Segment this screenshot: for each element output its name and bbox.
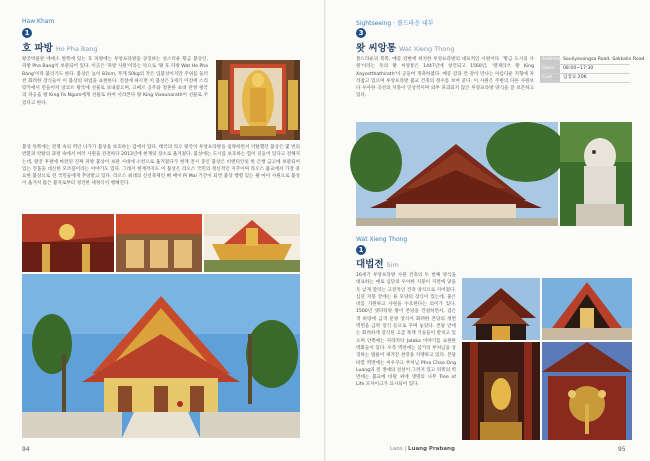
entry-title-roman: Wat Xieng Thong [399, 45, 455, 53]
wat-xieng-thong-photo [356, 122, 558, 226]
footer-country: Laos [390, 446, 403, 452]
info-value: 08:00~17:30 [563, 66, 594, 71]
info-row-cost [540, 74, 630, 83]
info-value: Souliyavongsa Road, Sakkalin Road [563, 57, 645, 62]
golden-buddha-photo [216, 60, 300, 140]
decorated-hall-photo [116, 214, 202, 272]
body-paragraph-right-1: 볼드라운의 북쪽, 메콩 강변에 위치한 루앙프라방의 대표적인 사원이다. '황금 도시의 사원'이라는 뜻의 왓 씨앙통은 1447년에 창건되고 1560년, '랜제라쓰 왕 King Xaysetthathirath'이 공들여 개축하였다. 메콩 강과 칸 강이 만나는 아름다운 지형에 자리잡고 있으며 루앙프라방 불교 건축의 정수를 보여 준다. 이 사원은 주변의 다른 사원보다 우아한 곡선의 지붕이 인상적이며 외부 파괴되지 않은 루앙프라방 양식을 잘 보존하고 있다. [356, 57, 534, 99]
entry-title-korean: 왓 씨앙통 [356, 43, 397, 54]
interior-ceiling-photo [22, 214, 114, 272]
sim-facade-photo [542, 278, 632, 340]
body-paragraph-1: 왕궁박물관 에에소 앞쪽에 있는 호 파방에는 루앙프라방을 상징하는 성스러운 황금 불상인, 파방 Pha Bang이 보관되어 있다. 이곳은 '파방 사원'이라는 뜻으로 '왓 호 파방 Wat Ho Pha Bang'이라 불리기도 한다. 불상은 높이 83cm, 무게 50kg의 작은 입불상이지만 주위를 둘러싼 화려한 장식들이 이 불상의 위엄을 표현한다. 전설에 따르면 이 불상은 1세기 이전에 스리랑카에서 만들어져 앙코르 왕국에 선물로 보내졌으며, 크메르 공주와 결혼한 초대 란쌍 왕국의 파응움 왕 King Fa Ngum에게 선물로 하여 서라본다 왕 King Vixounarath이 선물로 주었다고 한다. [22, 57, 208, 106]
tree-of-life-mosaic-photo [542, 342, 632, 440]
sim-interior-photo [462, 342, 540, 440]
body-paragraph-sim: 16세기 루앙프라방 사원 건축의 두 번째 양식을 대표하는 예로 심단의 우아한 지붕이 지면에 닿을 듯 낮게 깔리는 고전적인 건축 양식으로 지어졌다. 심단 지붕 끝에는 용 모양의 장식이 있는데, 물은 비를 기원하고 사원을 수호한다는 의미가 있다. 1560년 셋타티랏 왕이 본당을 건설하면서, 검은색 바탕에 금색 문양 장식이 화려한 본당의 정면 벽면을 금박 장식 등으로 꾸며 놓았다. 본당 안에는 화려하게 장식된 고급 목재 기둥들이 받치고 있으며 안쪽에는 자라카타 Jataka 이야기를 표현한 벽화들이 있다. 우측 벽면에는 삼거리 부처님을 상징하는 법륜이 새겨진 천장을 지탱하고 있다. 본당 바깥 벽면에는 씨우쿠크 부처님 Phra Chao Ong Luang의 전 생애의 전설이 그려져 있고 뒤쪽의 벽면에는 불교에 바탕 위에 생명의 나무 Tree of Life 모자이크가 묘사되어 있다. [356, 273, 456, 388]
page-number-left: 94 [22, 446, 30, 453]
info-key: Address [542, 57, 561, 62]
page-number-right: 95 [618, 446, 626, 453]
golden-boat-photo [204, 214, 300, 272]
entry-number-badge-sim: 1 [356, 245, 366, 255]
info-row-open [540, 65, 630, 74]
info-row-address [540, 56, 645, 65]
section-label-left: Haw Kham [22, 18, 55, 25]
entry-number-badge: 1 [22, 28, 32, 38]
info-key: Open [540, 65, 560, 73]
entry-title-korean: 호 파방 [22, 43, 53, 54]
entry-title-left [22, 40, 98, 54]
entry-number-badge-right: 3 [356, 28, 366, 38]
entry-title-roman: Sim [386, 261, 399, 269]
book-gutter [324, 0, 326, 461]
section-label-sim: Wat Xieng Thong [356, 236, 408, 243]
entry-title-korean: 대법전 [356, 259, 384, 270]
footer-city: Luang Prabang [408, 446, 455, 452]
running-footer: Laos | Luang Prabang [390, 446, 455, 452]
sim-exterior-photo [462, 278, 540, 340]
ho-pha-bang-temple-photo [22, 274, 300, 438]
info-box [540, 56, 645, 83]
info-value: 입장료 20K [563, 75, 587, 80]
entry-title-roman: Ho Pha Bang [55, 45, 98, 53]
info-key: Cost [540, 74, 560, 82]
entry-title-right [356, 40, 455, 54]
body-paragraph-2: 불상 뒤쪽에는 전쟁 속의 벽인 나가가 불상을 보호하는 검에서 있다. 태국의 라오 왕국이 루앙프라방을 침략하면서 약탈했던 불상은 몇 번의 반환과 약탈의 과정 속에서 여러 사원을 전전하다 2013년에 현재의 장소로 옮겨졌다. 불상에는 도시를 보호하는 힘이 깃들어 있다고 전해지는데, 왕궁 후편에 마련된 진짜 파방 불상이 보관 시대에 소련으로 옮겨졌다가 현재 전시 중인 불상은 비엔티안의 한 은행 금고에 보관되어 있는 진품을 대신한 모조품이라는 이야기도 있다. 그래서 현재까지도 이 불상은 라오스 국민의 정신적인 지주이며 라오스 불교에서 가장 중요한 불상으로 전 국민들에게 추앙받고 있다. 라오스 최대의 신년축제인 삐 매이 Pi Mai 기간이 되면 불상 행렬 있는 왓 마이 사원으로 불상이 옮겨져 많은 불자로부터 경건한 세정식이 행해진다. [22, 145, 300, 187]
guardian-lion-photo [560, 122, 632, 226]
sightseeing-label: Sightseeing · 볼드라운 내부 [356, 20, 434, 27]
entry-title-sim [356, 256, 399, 270]
